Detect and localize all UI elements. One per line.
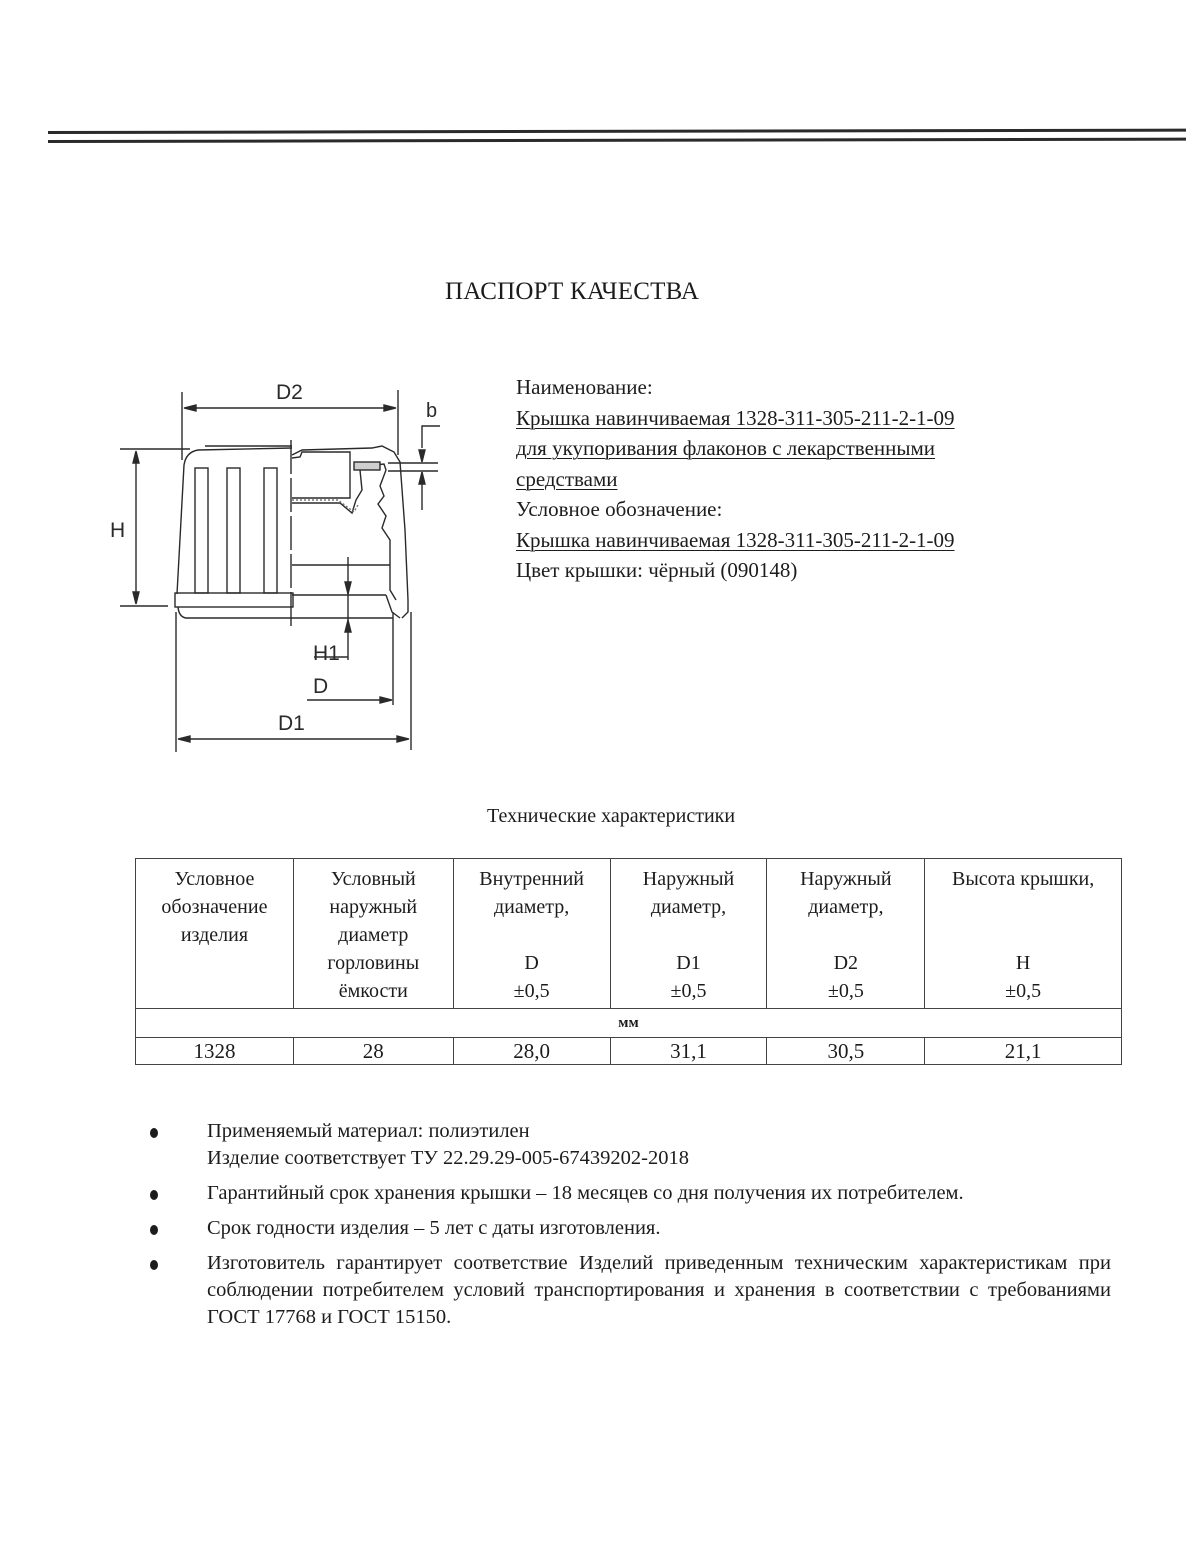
label-d2: D2 [276, 381, 303, 404]
cell-cap-height: 21,1 [925, 1038, 1122, 1065]
name-line-3: средствами [516, 466, 618, 491]
header-inner-diameter: Внутренний диаметр, D ±0,5 [453, 859, 610, 1009]
bullet-icon [150, 1190, 158, 1200]
table-unit-row [136, 1009, 1122, 1038]
cell-designation: 1328 [136, 1038, 294, 1065]
cap-technical-drawing [100, 370, 470, 760]
bullet-icon [150, 1128, 158, 1138]
tech-specs-table [135, 858, 1122, 1065]
label-d: D [313, 675, 329, 698]
bullet-icon [150, 1225, 158, 1235]
label-h1: H1 [313, 642, 340, 665]
cell-neck-diameter: 28 [293, 1038, 453, 1065]
product-info [516, 372, 955, 586]
tech-specs-title: Технические характеристики [487, 805, 736, 827]
list-item-material: Применяемый материал: полиэтилен Изделие соответствует ТУ 22.29.29-005-67439202-2018 [147, 1118, 1111, 1172]
header-designation: Условное обозначение изделия [136, 859, 294, 1009]
cell-outer-diameter-d1: 31,1 [610, 1038, 767, 1065]
color-line: Цвет крышки: чёрный (090148) [516, 558, 798, 582]
list-item-manufacturer-guarantee: Изготовитель гарантирует соответствие Изделий приведенным техническим характеристикам при соблюдении потребителем условий транспортирования и хранения в соответствии с требованиями ГОСТ 17768 и ГОСТ 15150. [147, 1250, 1111, 1331]
name-line-2: для укупоривания флаконов с лекарственными [516, 436, 936, 460]
header-neck-diameter: Условный наружный диаметр горловины ёмкости [293, 859, 453, 1009]
name-label: Наименование: [516, 375, 653, 399]
header-cap-height: Высота крышки, H ±0,5 [925, 859, 1122, 1009]
cell-outer-diameter-d2: 30,5 [767, 1038, 925, 1065]
label-h: H [110, 519, 126, 542]
unit-cell: мм [136, 1009, 1122, 1038]
bullet-icon [150, 1260, 158, 1270]
notes-list [147, 1118, 1111, 1339]
cell-inner-diameter: 28,0 [453, 1038, 610, 1065]
name-line-1: Крышка навинчиваемая 1328-311-305-211-2-1-09 [516, 405, 955, 430]
designation-label: Условное обозначение: [516, 497, 723, 521]
page-title: ПАСПОРТ КАЧЕСТВА [445, 278, 700, 305]
header-rule-top [48, 129, 1186, 134]
header-rule-bottom [48, 138, 1186, 143]
designation-value: Крышка навинчиваемая 1328-311-305-211-2-1-09 [516, 527, 955, 552]
table-row [136, 1038, 1122, 1065]
list-item-warranty: Гарантийный срок хранения крышки – 18 месяцев со дня получения их потребителем. [147, 1180, 1111, 1207]
header-outer-diameter-d1: Наружный диаметр, D1 ±0,5 [610, 859, 767, 1009]
table-header-row [136, 859, 1122, 1009]
list-item-shelf-life: Срок годности изделия – 5 лет с даты изготовления. [147, 1215, 1111, 1242]
label-d1: D1 [278, 712, 305, 735]
label-b: b [426, 400, 438, 422]
header-outer-diameter-d2: Наружный диаметр, D2 ±0,5 [767, 859, 925, 1009]
